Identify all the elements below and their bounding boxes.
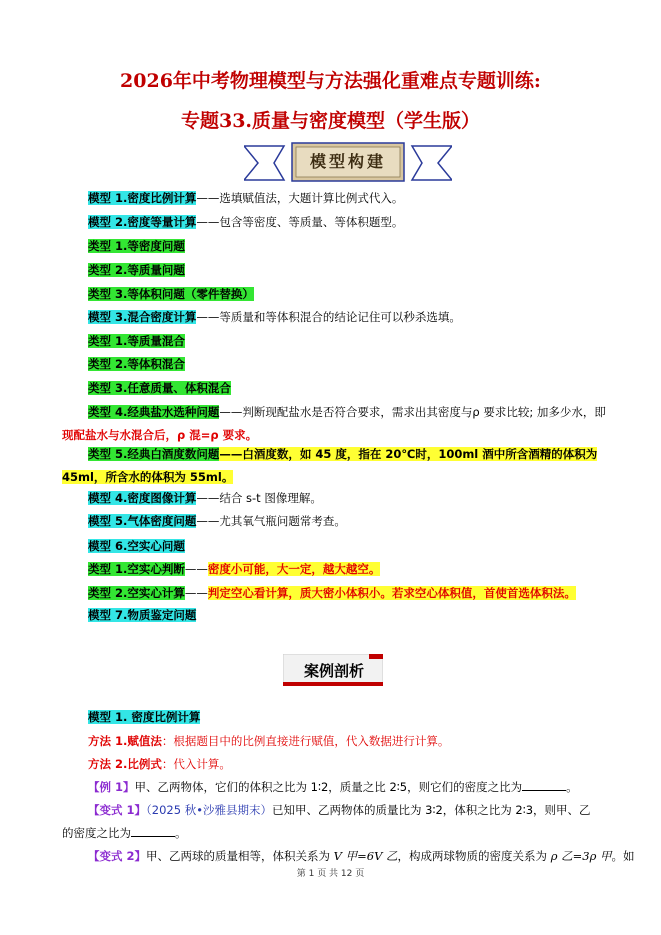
outline-item	[88, 585, 576, 601]
variant1-text: 已知甲、乙两物体的质量比为 3∶2，体积之比为 2∶3，则甲、乙	[271, 803, 591, 817]
outline-item	[88, 490, 322, 506]
outline-item	[88, 446, 597, 462]
outline-item-wrap-text: 45ml，所含水的体积为 55ml。	[62, 470, 234, 484]
outline-item-tag: 类型 3.等体积问题（零件替换）	[88, 287, 254, 301]
outline-item-wrap	[62, 427, 257, 443]
variant2-tag: 【变式 2】	[88, 849, 147, 863]
variant1-source: （2025 秋•沙雅县期末）	[146, 803, 272, 817]
outline-item	[88, 513, 346, 529]
outline-item-tag: 模型 7.物质鉴定问题	[88, 608, 197, 622]
outline-item-tag: 模型 1.密度比例计算	[88, 191, 197, 205]
outline-item-text: ——判断现配盐水是否符合要求，需求出其密度与ρ 要求比较; 加多少水，即	[219, 405, 606, 419]
method2-line	[88, 756, 231, 772]
outline-item-text: ——	[184, 562, 208, 576]
variant2-formula2: ρ 乙=3ρ 甲	[550, 849, 612, 863]
outline-item	[88, 380, 231, 396]
outline-item-text: ——等质量和等体积混合的结论记住可以秒杀选填。	[196, 310, 461, 324]
section-label: 案例剖析	[303, 662, 364, 680]
outline-item	[88, 356, 185, 372]
outline-item-tag: 类型 1.空实心判断	[88, 562, 185, 576]
outline-item	[88, 262, 185, 278]
variant2-text-b: ，构成两球物质的密度关系为	[397, 849, 551, 863]
outline-item	[88, 286, 254, 302]
outline-item-tag: 模型 5.气体密度问题	[88, 514, 197, 528]
method2-text: ：代入计算。	[161, 757, 231, 771]
answer-blank[interactable]	[131, 826, 175, 837]
outline-item-tag: 类型 5.经典白酒度数问题	[88, 447, 220, 461]
outline-item-note: 密度小可能，大一定，越大越空。	[207, 562, 381, 576]
outline-item-tag: 类型 2.空实心计算	[88, 586, 185, 600]
outline-item-tag: 模型 3.混合密度计算	[88, 310, 197, 324]
variant2-text-a: 甲、乙两球的质量相等，体积关系为	[146, 849, 334, 863]
outline-item	[88, 538, 185, 554]
outline-item-note: 判定空心看计算，质大密小体积小。若求空心体积值，首使首选体积法。	[207, 586, 576, 600]
method1-text: ：根据题目中的比例直接进行赋值，代入数据进行计算。	[161, 734, 450, 748]
case-model-heading	[88, 709, 200, 725]
outline-item	[88, 607, 196, 623]
outline-item-tag: 类型 2.等体积混合	[88, 357, 185, 371]
example1-tag: 【例 1】	[88, 780, 135, 794]
variant1-line	[88, 802, 591, 818]
method2-tag: 方法 2.比例式	[88, 757, 162, 771]
outline-item-text: ——尤其氧气瓶问题常考查。	[196, 514, 346, 528]
outline-item-text: ——包含等密度、等质量、等体积题型。	[196, 215, 404, 229]
outline-item-wrap	[62, 469, 233, 485]
document-title-line2: 专题33.质量与密度模型（学生版）	[180, 110, 481, 132]
example1-line: 【例 1】甲、乙两物体，它们的体积之比为 1∶2，质量之比 2∶5，则它们的密度之比为 。	[88, 780, 578, 794]
outline-item	[88, 404, 606, 420]
outline-item	[88, 214, 403, 230]
outline-item-tag: 模型 4.密度图像计算	[88, 491, 197, 505]
variant2-formula1: V 甲=6V 乙	[333, 849, 398, 863]
page-footer: 第 1 页 共 12 页	[296, 869, 365, 879]
outline-item	[88, 309, 461, 325]
outline-item-tag: 类型 1.等质量混合	[88, 334, 185, 348]
answer-blank[interactable]	[522, 780, 566, 791]
variant2-line	[88, 848, 635, 864]
example1-text: 甲、乙两物体，它们的体积之比为 1∶2，质量之比 2∶5，则它们的密度之比为	[134, 780, 523, 794]
outline-item-text: ——	[184, 586, 208, 600]
variant1-wrap: 的密度之比为 。	[62, 826, 187, 840]
outline-item	[88, 561, 380, 577]
outline-item-wrap-text: 现配盐水与水混合后，ρ 混=ρ 要求。	[62, 428, 258, 442]
banner-label: 模型构建	[309, 152, 386, 171]
case-model-tag: 模型 1. 密度比例计算	[88, 710, 201, 724]
variant1-tag: 【变式 1】	[88, 803, 147, 817]
outline-item-text: ——结合 s-t 图像理解。	[196, 491, 322, 505]
method1-line	[88, 733, 449, 749]
outline-item-text: ——选填赋值法，大题计算比例式代入。	[196, 191, 404, 205]
method1-tag: 方法 1.赋值法	[88, 734, 162, 748]
outline-item	[88, 190, 403, 206]
outline-item-tag: 类型 4.经典盐水选种问题	[88, 405, 220, 419]
outline-item-tag: 模型 6.空实心问题	[88, 539, 185, 553]
outline-item-tag: 类型 3.任意质量、体积混合	[88, 381, 231, 395]
outline-item-tag: 类型 2.等质量问题	[88, 263, 185, 277]
variant2-text-c: 。如	[611, 849, 635, 863]
outline-item	[88, 333, 185, 349]
outline-item-tag: 模型 2.密度等量计算	[88, 215, 197, 229]
variant1-wrap-text: 的密度之比为	[62, 826, 131, 840]
outline-item	[88, 238, 185, 254]
outline-item-tag: 类型 1.等密度问题	[88, 239, 185, 253]
outline-item-text: ——白酒度数，如 45 度，指在 20℃时，100ml 酒中所含酒精的体积为	[219, 447, 598, 461]
document-title-line1: 2026年中考物理模型与方法强化重难点专题训练:	[120, 70, 541, 92]
